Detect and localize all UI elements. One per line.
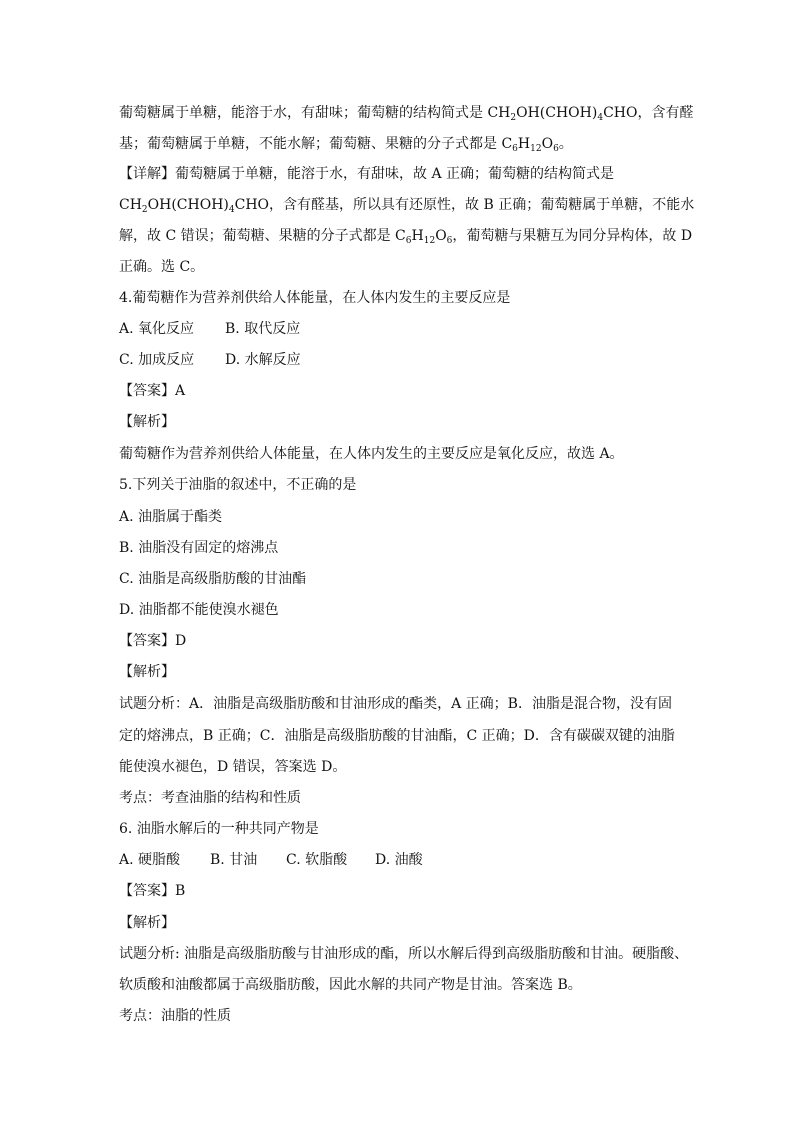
q6-analysis-label: 【解析】 <box>119 915 175 931</box>
q6-options-row <box>119 850 423 870</box>
q4-options-row-1 <box>119 319 300 339</box>
q3-explanation-line-2: 基；葡萄糖属于单糖，不能水解；葡萄糖、果糖的分子式都是 $C_6H_{12}O_6$。 <box>119 136 573 154</box>
q5-option-a: A. 油脂属于酯类 <box>119 509 223 525</box>
q6-kaodian: 考点：油脂的性质 <box>119 1008 231 1024</box>
q4-option-b: B. 取代反应 <box>225 321 301 337</box>
q5-analysis-line-3: 能使溴水褪色，D 错误，答案选 D。 <box>119 759 347 775</box>
q4-option-a: A. 氧化反应 <box>119 321 195 337</box>
q6-option-b: B. 甘油 <box>210 852 258 868</box>
q4-option-d: D. 水解反应 <box>225 352 301 368</box>
q4-analysis-label: 【解析】 <box>119 414 175 430</box>
q4-options-row-2 <box>119 350 301 370</box>
q5-option-d: D. 油脂都不能使溴水褪色 <box>119 602 279 618</box>
q6-option-c: C. 软脂酸 <box>286 852 348 868</box>
q6-analysis-line-2: 软质酸和油酸都属于高级脂肪酸，因此水解的共同产物是甘油。答案选 B。 <box>119 977 582 993</box>
q4-stem: 4.葡萄糖作为营养剂供给人体能量，在人体内发生的主要反应是 <box>119 290 511 306</box>
q3-detail-line-1: 【详解】葡萄糖属于单糖，能溶于水，有甜味，故 A 正确；葡萄糖的结构简式是 <box>119 166 615 182</box>
q5-analysis-line-1: 试题分析：A．油脂是高级脂肪酸和甘油形成的酯类，A 正确；B．油脂是混合物，没有固 <box>119 696 672 712</box>
q6-answer: 【答案】B <box>119 883 186 899</box>
q3-detail-line-2: $CH_2OH(CHOH)_4CHO$，含有醛基，所以具有还原性，故 B 正确；葡萄糖属于单糖，不能水 <box>119 197 695 215</box>
q4-analysis: 葡萄糖作为营养剂供给人体能量，在人体内发生的主要反应是氧化反应，故选 A。 <box>119 446 624 462</box>
q3-detail-line-4: 正确。选 C。 <box>119 259 205 275</box>
q3-detail-line-3: 解，故 C 错误；葡萄糖、果糖的分子式都是 $C_6H_{12}O_6$，葡萄糖与果糖互为同分异构体，故 D <box>119 228 693 246</box>
q5-kaodian: 考点：考查油脂的结构和性质 <box>119 790 301 806</box>
q5-option-c: C. 油脂是高级脂肪酸的甘油酯 <box>119 571 307 587</box>
q6-stem: 6. 油脂水解后的一种共同产物是 <box>119 821 319 837</box>
q4-answer: 【答案】A <box>119 383 186 399</box>
q5-stem: 5.下列关于油脂的叙述中，不正确的是 <box>119 477 357 493</box>
q6-option-a: A. 硬脂酸 <box>119 852 181 868</box>
q5-answer: 【答案】D <box>119 633 187 649</box>
q4-option-c: C. 加成反应 <box>119 352 195 368</box>
q5-analysis-label: 【解析】 <box>119 664 175 680</box>
q3-explanation-line-1: 葡萄糖属于单糖，能溶于水，有甜味；葡萄糖的结构简式是 $CH_2OH(CHOH)_4CHO$，含有醛 <box>119 105 694 123</box>
q5-option-b: B. 油脂没有固定的熔沸点 <box>119 540 279 556</box>
q6-option-d: D. 油酸 <box>375 852 423 868</box>
q5-analysis-line-2: 定的熔沸点，B 正确；C．油脂是高级脂肪酸的甘油酯，C 正确；D．含有碳碳双键的油脂 <box>119 728 675 744</box>
q6-analysis-line-1: 试题分析: 油脂是高级脂肪酸与甘油形成的酯，所以水解后得到高级脂肪酸和甘油。硬脂酸、 <box>119 946 689 962</box>
